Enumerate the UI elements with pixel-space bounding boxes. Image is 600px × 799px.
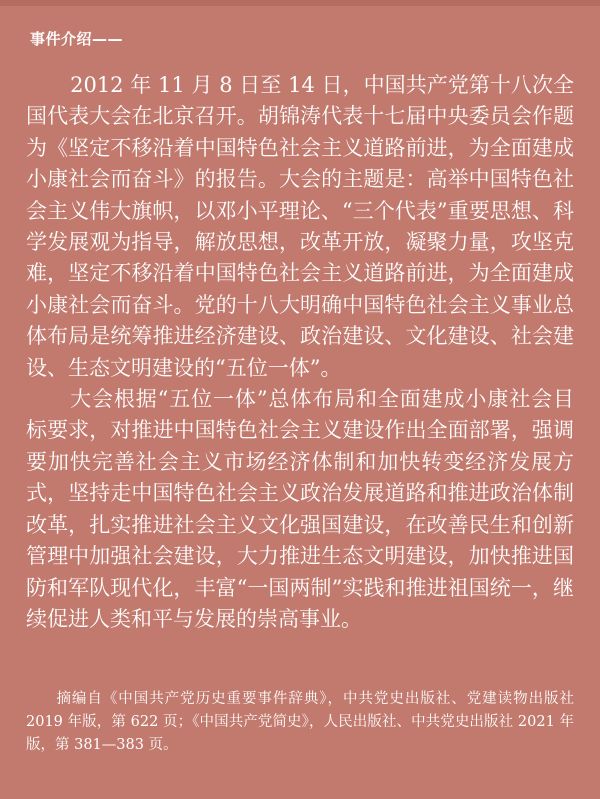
paragraph-2: 大会根据“五位一体”总体布局和全面建成小康社会目标要求，对推进中国特色社会主义建设作出全面部署，强调要加快完善社会主义市场经济体制和加快转变经济发展方式，坚持走中国特色社会主义政治发展道路和推进政治体制改革，扎实推进社会主义文化强国建设，在改善民生和创新管理中加强社会建设，大力推进生态文明建设，加快推进国防和军队现代化，丰富“一国两制”实践和推进祖国统一，继续促进人类和平与发展的崇高事业。 bbox=[26, 387, 574, 631]
top-divider bbox=[0, 0, 600, 6]
body-text bbox=[26, 70, 574, 635]
section-heading: 事件介绍—— bbox=[30, 30, 124, 48]
paragraph-1: 2012 年 11 月 8 日至 14 日，中国共产党第十八次全国代表大会在北京召开。胡锦涛代表十七届中央委员会作题为《坚定不移沿着中国特色社会主义道路前进，为全面建成小康社会而奋斗》的报告。大会的主题是：高举中国特色社会主义伟大旗帜，以邓小平理论、“三个代表”重要思想、科学发展观为指导，解放思想，改革开放，凝聚力量，攻坚克难，坚定不移沿着中国特色社会主义道路前进，为全面建成小康社会而奋斗。党的十八大明确中国特色社会主义事业总体布局是统筹推进经济建设、政治建设、文化建设、社会建设、生态文明建设的“五位一体”。 bbox=[26, 73, 574, 380]
source-citation: 摘编自《中国共产党历史重要事件辞典》，中共党史出版社、党建读物出版社 2019 年版，第 622 页；《中国共产党简史》，人民出版社、中共党史出版社 2021 年版，第 381—383 页。 bbox=[26, 691, 574, 753]
